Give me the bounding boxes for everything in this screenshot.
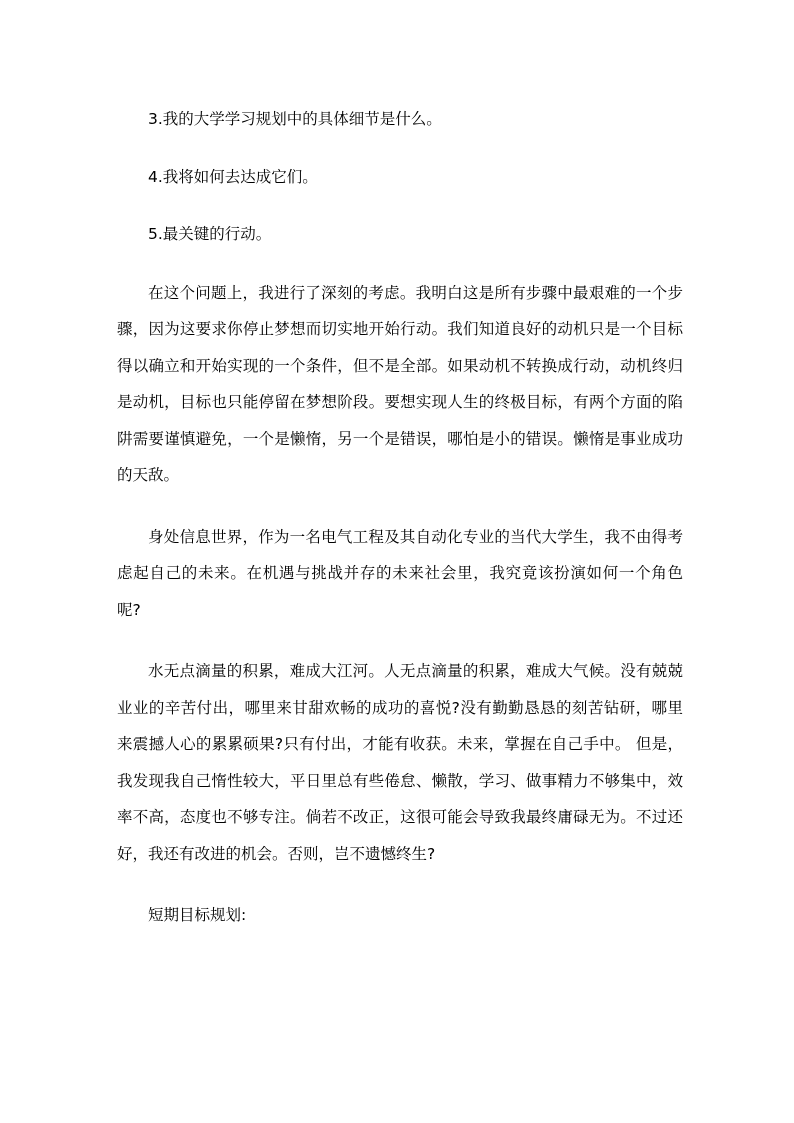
list-item-5: 5.最关键的行动。 [148, 225, 272, 243]
paragraph-future: 身处信息世界，作为一名电气工程及其自动化专业的当代大学生，我不由得考虑起自己的未来。在机遇与挑战并存的未来社会里，我究竟该扮演如何一个角色呢? [117, 527, 683, 619]
section-heading-short-term: 短期目标规划: [148, 906, 247, 924]
list-item-4: 4.我将如何去达成它们。 [148, 167, 318, 186]
paragraph-accumulation: 水无点滴量的积累，难成大江河。人无点滴量的积累，难成大气候。没有兢兢业业的辛苦付出，哪里来甘甜欢畅的成功的喜悦?没有勤勤恳恳的刻苦钻研，哪里来震撼人心的累累硕果?只有付出，才能有收获。未来，掌握在自己手中。 但是，我发现我自己惰性较大，平日里总有些倦怠、懒散，学习、做事精力不够集中，效率不高，态度也不够专注。倘若不改正，这很可能会导致我最终庸碌无为。不过还好，我还有改进的机会。否则，岂不遗憾终生? [117, 662, 683, 863]
list-item-3: 3.我的大学学习规划中的具体细节是什么。 [148, 110, 442, 128]
document-body [117, 101, 683, 934]
paragraph-action: 在这个问题上，我进行了深刻的考虑。我明白这是所有步骤中最艰难的一个步骤，因为这要求你停止梦想而切实地开始行动。我们知道良好的动机只是一个目标得以确立和开始实现的一个条件，但不是全部。如果动机不转换成行动，动机终归是动机，目标也只能停留在梦想阶段。要想实现人生的终极目标，有两个方面的陷阱需要谨慎避免，一个是懒惰，另一个是错误，哪怕是小的错误。懒惰是事业成功的天敌。 [117, 283, 683, 484]
